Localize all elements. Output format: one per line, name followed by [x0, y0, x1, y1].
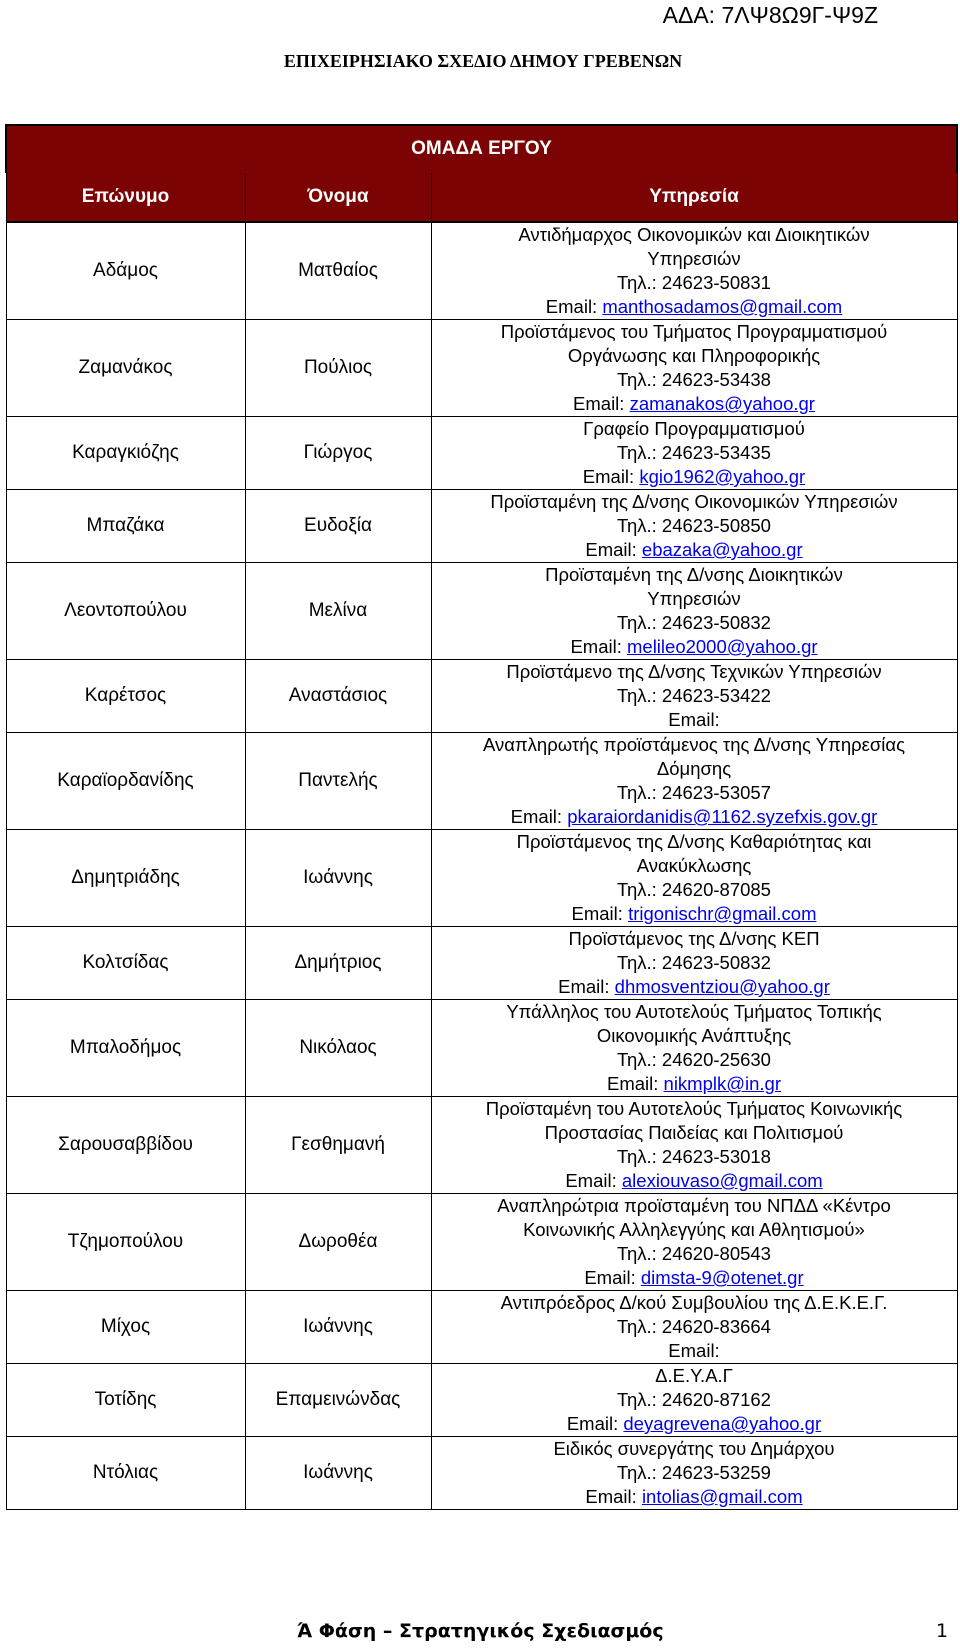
service-line: Τηλ.: 24623-53422	[617, 685, 771, 706]
service-line: Τηλ.: 24623-50850	[617, 515, 771, 536]
table-row	[6, 1291, 957, 1364]
email-label: Email:	[582, 466, 640, 487]
email-label: Email:	[585, 539, 642, 560]
email-line	[432, 538, 957, 562]
surname-cell: Μπαλοδήμος	[6, 1000, 245, 1097]
service-cell	[431, 927, 957, 1000]
name-cell: Επαμεινώνδας	[245, 1364, 431, 1437]
table-row	[6, 490, 957, 563]
email-link[interactable]: intolias@gmail.com	[641, 1486, 803, 1507]
email-line	[432, 1485, 957, 1509]
service-line: Τηλ.: 24623-50832	[617, 612, 771, 633]
service-line: Τηλ.: 24623-53259	[617, 1462, 771, 1483]
email-label: Email:	[584, 1267, 641, 1288]
service-cell	[431, 1097, 957, 1194]
service-cell	[431, 490, 957, 563]
surname-cell: Τοτίδης	[6, 1364, 245, 1437]
email-label: Email:	[571, 903, 629, 924]
email-line	[432, 1412, 957, 1436]
surname-cell: Λεοντοπούλου	[6, 563, 245, 660]
table-row	[6, 1364, 957, 1437]
name-cell: Ματθαίος	[245, 222, 431, 320]
service-line: Email:	[668, 709, 720, 730]
name-cell: Δωροθέα	[245, 1194, 431, 1291]
service-line: Τηλ.: 24620-25630	[617, 1049, 771, 1070]
name-cell: Ιωάννης	[245, 1291, 431, 1364]
document-ada-code: ΑΔΑ: 7ΛΨ8Ω9Γ-Ψ9Ζ	[662, 2, 878, 28]
service-line: Τηλ.: 24620-87085	[617, 879, 771, 900]
surname-cell: Καραγκιόζης	[6, 417, 245, 490]
service-line: Τηλ.: 24623-50831	[617, 272, 771, 293]
service-line: Δόμησης	[656, 758, 732, 779]
email-link[interactable]: trigonischr@gmail.com	[628, 903, 817, 924]
email-line	[432, 975, 957, 999]
service-line: Προϊστάμενος της Δ/νσης ΚΕΠ	[568, 928, 820, 949]
service-cell	[431, 417, 957, 490]
table-row	[6, 563, 957, 660]
email-label: Email:	[573, 393, 630, 414]
table-row	[6, 830, 957, 927]
service-cell	[431, 660, 957, 733]
email-link[interactable]: ebazaka@yahoo.gr	[641, 539, 803, 560]
service-line: Προϊστάμενο της Δ/νσης Τεχνικών Υπηρεσιών	[506, 661, 882, 682]
service-cell	[431, 1000, 957, 1097]
service-cell	[431, 1437, 957, 1510]
name-cell: Ιωάννης	[245, 1437, 431, 1510]
name-cell: Ιωάννης	[245, 830, 431, 927]
service-line: Οικονομικής Ανάπτυξης	[596, 1025, 792, 1046]
service-line: Email:	[668, 1340, 720, 1361]
service-cell	[431, 1364, 957, 1437]
email-line	[432, 295, 957, 319]
table-row	[6, 222, 957, 320]
service-line: Τηλ.: 24620-80543	[617, 1243, 771, 1264]
service-cell	[431, 320, 957, 417]
service-line: Δ.Ε.Υ.Α.Γ	[655, 1365, 733, 1386]
service-cell	[431, 222, 957, 320]
email-label: Email:	[606, 1073, 664, 1094]
header-service: Υπηρεσία	[431, 173, 957, 223]
email-link[interactable]: zamanakos@yahoo.gr	[629, 393, 815, 414]
table-row	[6, 1000, 957, 1097]
name-cell: Παντελής	[245, 733, 431, 830]
service-line: Τηλ.: 24623-53438	[617, 369, 771, 390]
email-line	[432, 635, 957, 659]
email-label: Email:	[558, 976, 615, 997]
name-cell: Νικόλαος	[245, 1000, 431, 1097]
email-link[interactable]: dimsta-9@otenet.gr	[640, 1267, 804, 1288]
email-link[interactable]: manthosadamos@gmail.com	[602, 296, 843, 317]
surname-cell: Μπαζάκα	[6, 490, 245, 563]
table-row	[6, 660, 957, 733]
project-team-table	[5, 124, 958, 1510]
service-line: Γραφείο Προγραμματισμού	[583, 418, 805, 439]
surname-cell: Αδάμος	[6, 222, 245, 320]
service-line: Τηλ.: 24623-53435	[617, 442, 771, 463]
service-line: Ανακύκλωσης	[636, 855, 752, 876]
email-link[interactable]: dhmosventziou@yahoo.gr	[614, 976, 830, 997]
service-line: Τηλ.: 24620-83664	[617, 1316, 771, 1337]
surname-cell: Ντόλιας	[6, 1437, 245, 1510]
service-line: Τηλ.: 24623-50832	[617, 952, 771, 973]
service-cell	[431, 1194, 957, 1291]
email-line	[432, 1072, 957, 1096]
email-line	[432, 1169, 957, 1193]
header-name: Όνομα	[245, 173, 431, 223]
service-line: Προϊστάμενος του Τμήματος Προγραμματισμού	[500, 321, 888, 342]
service-line: Προστασίας Παιδείας και Πολιτισμού	[544, 1122, 844, 1143]
surname-cell: Καραϊορδανίδης	[6, 733, 245, 830]
service-line: Υπάλληλος του Αυτοτελούς Τμήματος Τοπικής	[506, 1001, 882, 1022]
email-label: Email:	[565, 1170, 622, 1191]
service-line: Προϊσταμένη του Αυτοτελούς Τμήματος Κοινωνικής	[485, 1098, 903, 1119]
header-surname: Επώνυμο	[6, 173, 245, 223]
footer-phase: Ά Φάση – Στρατηγικός Σχεδιασμός	[297, 1620, 664, 1642]
service-line: Τηλ.: 24623-53057	[617, 782, 771, 803]
service-line: Υπηρεσιών	[647, 248, 741, 269]
email-link[interactable]: pkaraiordanidis@1162.syzefxis.gov.gr	[567, 806, 878, 827]
email-line	[432, 1266, 957, 1290]
email-link[interactable]: nikmplk@in.gr	[663, 1073, 782, 1094]
group-title: ΟΜΑΔΑ ΕΡΓΟΥ	[6, 125, 957, 173]
table-row	[6, 927, 957, 1000]
email-link[interactable]: melileo2000@yahoo.gr	[627, 636, 818, 657]
email-line	[432, 392, 957, 416]
surname-cell: Σαρουσαββίδου	[6, 1097, 245, 1194]
table-row	[6, 417, 957, 490]
email-link[interactable]: alexiouvaso@gmail.com	[621, 1170, 823, 1191]
email-line	[432, 902, 957, 926]
service-line: Αντιδήμαρχος Οικονομικών και Διοικητικών	[518, 224, 870, 245]
surname-cell: Δημητριάδης	[6, 830, 245, 927]
email-label: Email:	[545, 296, 603, 317]
table-row	[6, 1437, 957, 1510]
name-cell: Πούλιος	[245, 320, 431, 417]
service-line: Κοινωνικής Αλληλεγγύης και Αθλητισμού»	[523, 1219, 865, 1240]
email-line	[432, 805, 957, 829]
name-cell: Γιώργος	[245, 417, 431, 490]
service-cell	[431, 563, 957, 660]
email-line	[432, 465, 957, 489]
table-row	[6, 733, 957, 830]
document-title: ΕΠΙΧΕΙΡΗΣΙΑΚΟ ΣΧΕΔΙΟ ΔΗΜΟΥ ΓΡΕΒΕΝΩΝ	[283, 51, 683, 71]
name-cell: Δημήτριος	[245, 927, 431, 1000]
service-line: Ειδικός συνεργάτης του Δημάρχου	[553, 1438, 835, 1459]
service-line: Τηλ.: 24620-87162	[617, 1389, 771, 1410]
service-line: Προϊσταμένη της Δ/νσης Οικονομικών Υπηρεσιών	[490, 491, 898, 512]
page-number: 1	[936, 1620, 949, 1642]
table-row	[6, 1194, 957, 1291]
email-label: Email:	[566, 1413, 624, 1434]
surname-cell: Τζημοπούλου	[6, 1194, 245, 1291]
email-label: Email:	[510, 806, 568, 827]
surname-cell: Μίχος	[6, 1291, 245, 1364]
service-line: Αντιπρόεδρος Δ/κού Συμβουλίου της Δ.Ε.Κ.Ε.Γ.	[500, 1292, 888, 1313]
surname-cell: Ζαμανάκος	[6, 320, 245, 417]
email-label: Email:	[570, 636, 627, 657]
name-cell: Γεσθημανή	[245, 1097, 431, 1194]
email-link[interactable]: kgio1962@yahoo.gr	[639, 466, 806, 487]
service-line: Προϊσταμένη της Δ/νσης Διοικητικών	[545, 564, 843, 585]
name-cell: Μελίνα	[245, 563, 431, 660]
service-line: Αναπληρώτρια προϊσταμένη του ΝΠΔΔ «Κέντρο	[497, 1195, 891, 1216]
service-cell	[431, 1291, 957, 1364]
service-line: Αναπληρωτής προϊστάμενος της Δ/νσης Υπηρεσίας	[482, 734, 906, 755]
service-line: Προϊστάμενος της Δ/νσης Καθαριότητας και	[516, 831, 872, 852]
service-line: Υπηρεσιών	[647, 588, 741, 609]
service-line: Οργάνωσης και Πληροφορικής	[567, 345, 821, 366]
surname-cell: Καρέτσος	[6, 660, 245, 733]
table-row	[6, 320, 957, 417]
email-link[interactable]: deyagrevena@yahoo.gr	[623, 1413, 822, 1434]
service-cell	[431, 830, 957, 927]
name-cell: Ευδοξία	[245, 490, 431, 563]
service-cell	[431, 733, 957, 830]
surname-cell: Κολτσίδας	[6, 927, 245, 1000]
service-line: Τηλ.: 24623-53018	[617, 1146, 771, 1167]
table-row	[6, 1097, 957, 1194]
name-cell: Αναστάσιος	[245, 660, 431, 733]
email-label: Email:	[585, 1486, 642, 1507]
